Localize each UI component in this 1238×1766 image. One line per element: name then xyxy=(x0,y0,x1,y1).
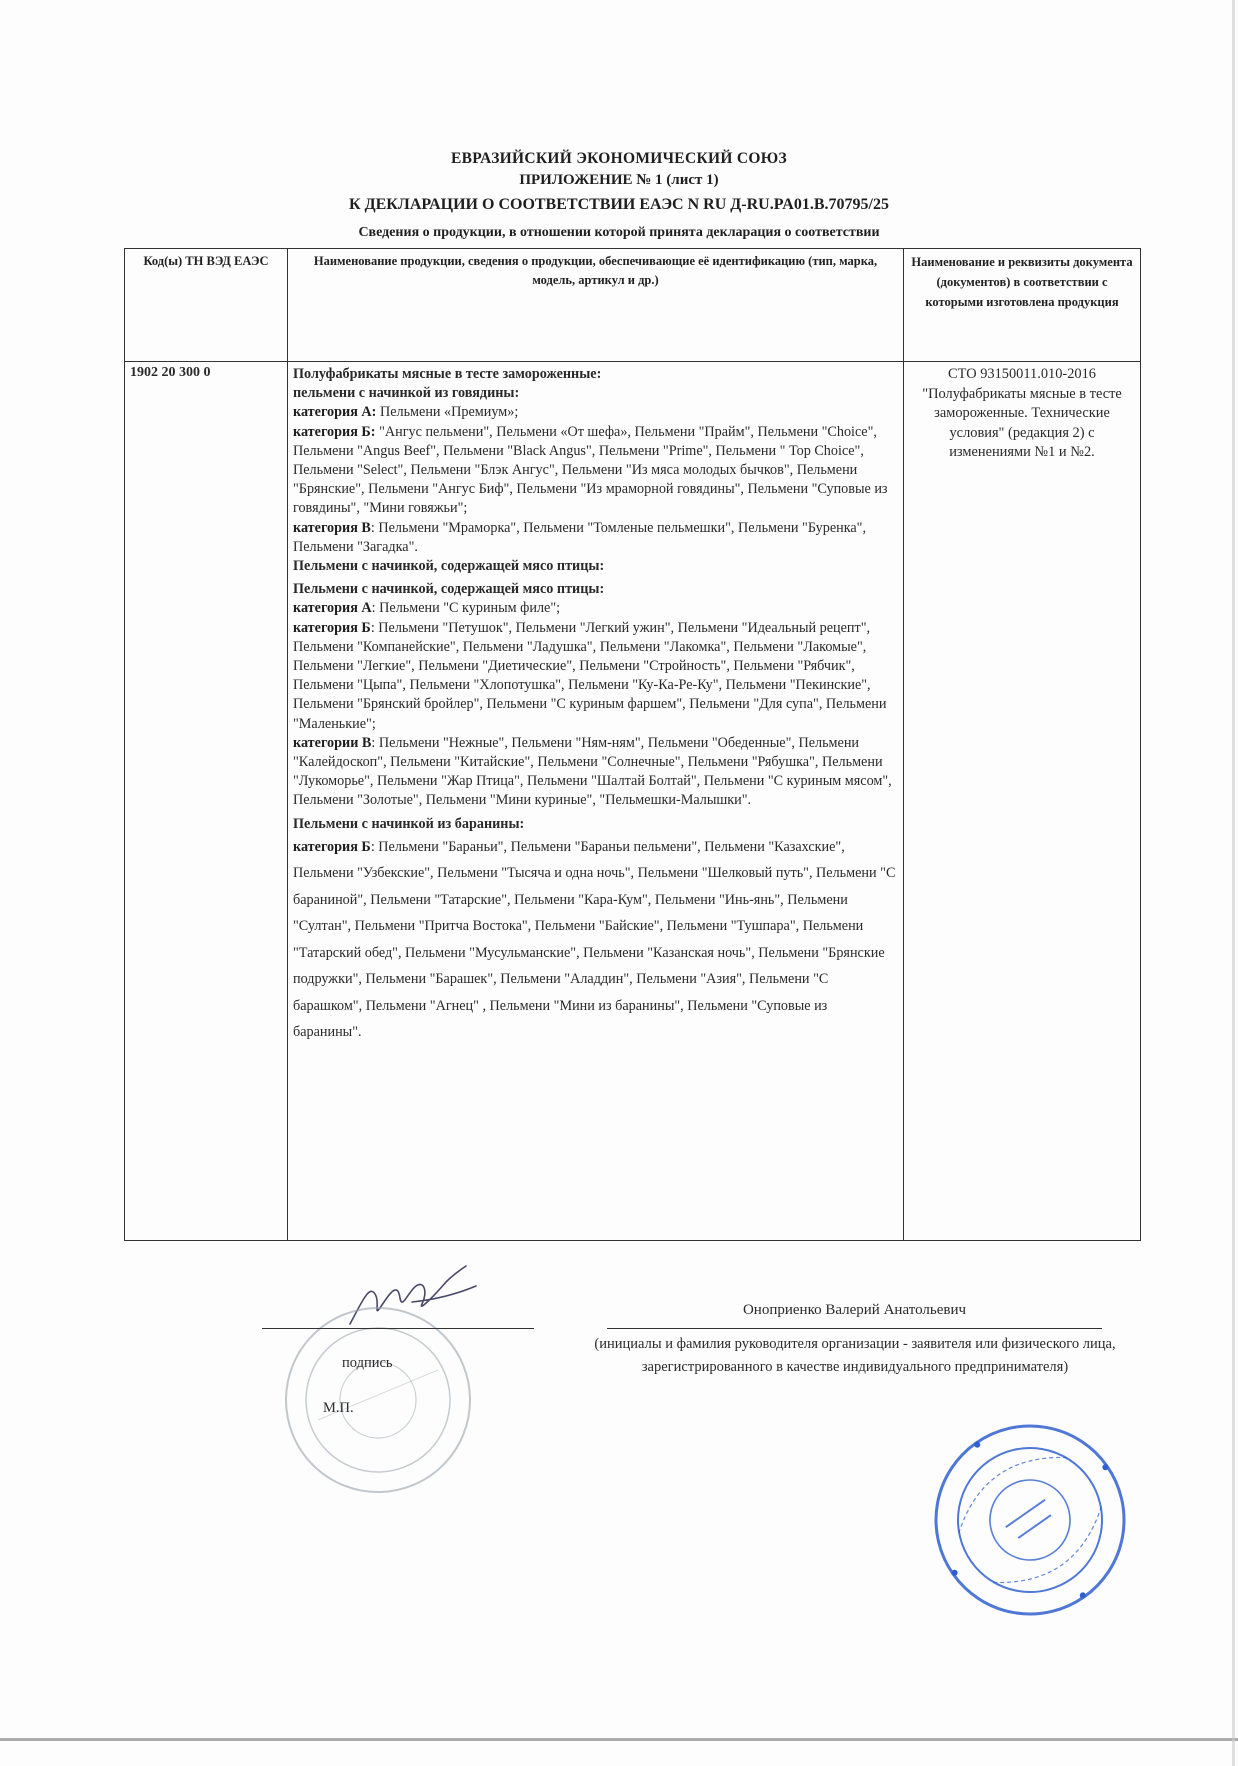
poultry-heading: Пельмени с начинкой, содержащей мясо птицы: xyxy=(293,558,605,575)
scan-edge-right xyxy=(1232,0,1235,1766)
union-title: ЕВРАЗИЙСКИЙ ЭКОНОМИЧЕСКИЙ СОЮЗ xyxy=(451,150,787,167)
seal-place-label: М.П. xyxy=(323,1400,354,1416)
signatory-caption: (инициалы и фамилия руководителя организации - заявителя или физического лица, зарегистрированного в качестве индивидуального предпринимателя) xyxy=(594,1336,1116,1375)
standard-document-cell: СТО 93150011.010-2016 "Полуфабрикаты мясные в тесте замороженные. Технические условия" (редакция 2) с изменениями №1 и №2. xyxy=(904,362,1141,1241)
table-header-row xyxy=(125,249,1141,362)
right-company-seal xyxy=(930,1420,1130,1620)
left-company-seal xyxy=(278,1300,478,1500)
poultry-category-v: категории В: Пельмени "Нежные", Пельмени "Ням-ням", Пельмени "Обеденные", Пельмени "Калейдоскоп", Пельмени "Китайские", Пельмени "Солнечные", Пельмени "Рябушка", Пельмени "Лукоморье", Пельмени "Жар Птица", Пельмени "Шалтай Болтай", Пельмени "С куриным мясом", Пельмени "Золотые", Пельмени "Мини куриные", "Пельмешки-Малышки". xyxy=(293,734,892,809)
lamb-heading: Пельмени с начинкой из баранины: xyxy=(293,815,525,832)
signatory-name: Оноприенко Валерий Анатольевич xyxy=(742,1302,967,1318)
header-hs-code: Код(ы) ТН ВЭД ЕАЭС xyxy=(125,249,288,362)
beef-category-b: категория Б: "Ангус пельмени", Пельмени «От шефа», Пельмени "Прайм", Пельмени "Choice", Пельмени "Angus Beef", Пельмени "Black Angus", Пельмени "Prime", Пельмени " Top Choice", Пельмени "Select", Пельмени "Блэк Ангус", Пельмени "Из мяса молодых бычков", Пельмени "Брянские", Пельмени "Ангус Биф", Пельмени "Из мраморной говядины", Пельмени "Суповые из говядины", "Мини говяжьи"; xyxy=(293,423,888,517)
declaration-number: К ДЕКЛАРАЦИИ О СООТВЕТСТВИИ ЕАЭС N RU Д-RU.PA01.B.70795/25 xyxy=(349,196,889,213)
hs-code-cell: 1902 20 300 0 xyxy=(125,362,288,1241)
product-description-cell xyxy=(288,362,904,1241)
table-caption: Сведения о продукции, в отношении которой принята декларация о соответствии xyxy=(358,225,880,240)
lamb-category-b: категория Б: Пельмени "Бараньи", Пельмени "Бараньи пельмени", Пельмени "Казахские", Пельмени "Узбекские", Пельмени "Тысяча и одна ночь", Пельмени "Шелковый путь", Пельмени "С бараниной", Пельмени "Татарские", Пельмени "Кара-Кум", Пельмени "Инь-янь", Пельмени "Султан", Пельмени "Притча Востока", Пельмени "Байские", Пельмени "Тушпара", Пельмени "Татарский обед", Пельмени "Мусульманские", Пельмени "Казанская ночь", Пельмени "Брянские подружки", Пельмени "Барашек", Пельмени "Аладдин", Пельмени "Азия", Пельмени "С барашком", Пельмени "Агнец" , Пельмени "Мини из баранины", Пельмени "Суповые из баранины". xyxy=(293,838,896,1041)
appendix-title: ПРИЛОЖЕНИЕ № 1 (лист 1) xyxy=(519,172,719,188)
header-document: Наименование и реквизиты документа (документов) в соответствии с которыми изготовлена продукция xyxy=(904,249,1141,362)
beef-category-a: категория А: Пельмени «Премиум»; xyxy=(293,404,519,421)
poultry-category-a: категория А: Пельмени "С куриным филе"; xyxy=(293,600,561,617)
product-group-title: Полуфабрикаты мясные в тесте замороженные: xyxy=(293,366,602,382)
name-line xyxy=(607,1328,1102,1329)
scan-edge-bottom xyxy=(0,1738,1238,1741)
beef-heading: пельмени с начинкой из говядины: xyxy=(293,385,520,402)
signature-label: подпись xyxy=(342,1355,393,1371)
product-table xyxy=(124,248,1141,1241)
poultry-category-b: категория Б: Пельмени "Петушок", Пельмени "Легкий ужин", Пельмени "Идеальный рецепт", Пельмени "Компанейские", Пельмени "Ладушка", Пельмени "Лакомка", Пельмени "Лакомые", Пельмени "Легкие", Пельмени "Диетические", Пельмени "Стройность", Пельмени "Рябчик", Пельмени "Цыпа", Пельмени "Хлопотушка", Пельмени "Ку-Ка-Ре-Ку", Пельмени "Пекинские", Пельмени "Брянский бройлер", Пельмени "С куриным фаршем", Пельмени "Для супа", Пельмени "Маленькие"; xyxy=(293,619,887,732)
header-product-name: Наименование продукции, сведения о продукции, обеспечивающие её идентификацию (тип, марка, модель, артикул и др.) xyxy=(288,249,904,362)
beef-category-v: категория В: Пельмени "Мраморка", Пельмени "Томленые пельмешки", Пельмени "Буренка", Пельмени "Загадка". xyxy=(293,519,867,555)
signature-line xyxy=(262,1328,534,1329)
poultry-heading-repeat: Пельмени с начинкой, содержащей мясо птицы: xyxy=(293,581,605,598)
table-row xyxy=(125,362,1141,1241)
